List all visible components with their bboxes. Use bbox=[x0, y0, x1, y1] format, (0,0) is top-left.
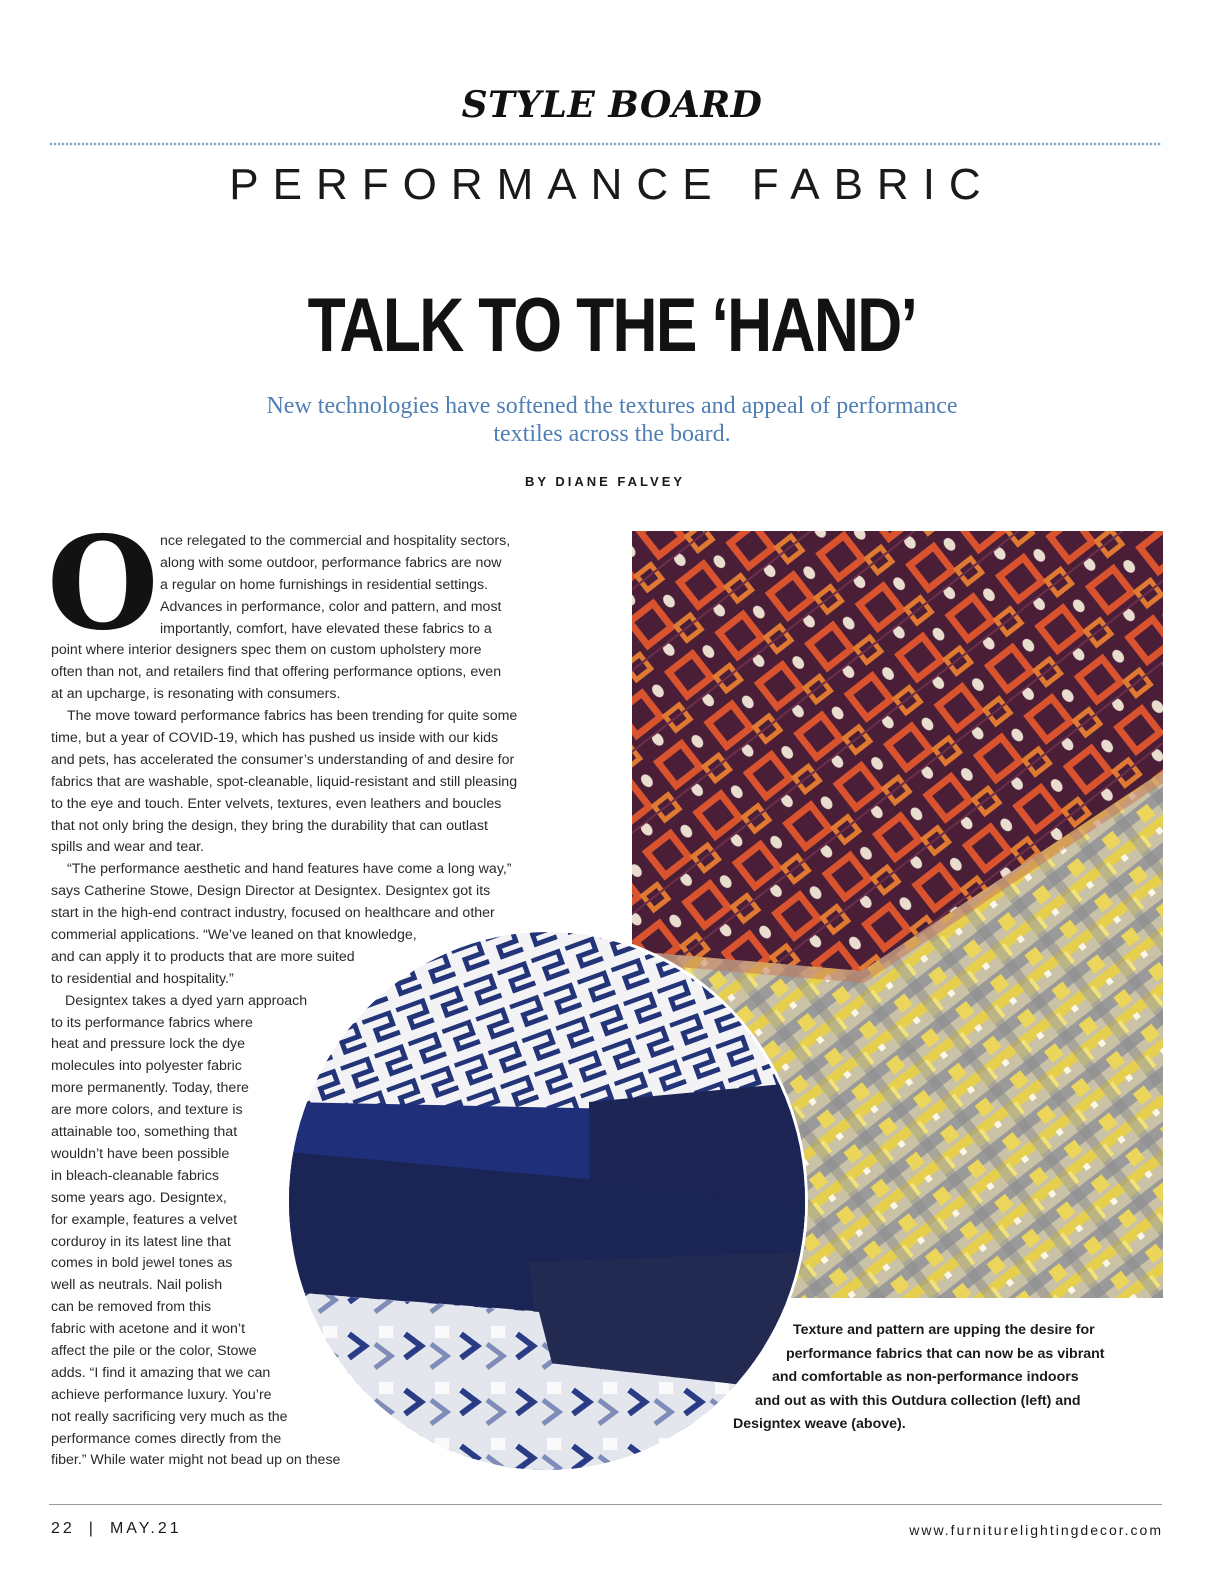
body-line: well as neutrals. Nail polish bbox=[51, 1277, 223, 1294]
body-line: attainable too, something that bbox=[51, 1124, 238, 1141]
body-line: often than not, and retailers find that offering performance options, even bbox=[51, 664, 502, 681]
issue-date: MAY.21 bbox=[109, 1520, 182, 1537]
body-line: some years ago. Designtex, bbox=[51, 1189, 227, 1206]
body-line: fabric with acetone and it won’t bbox=[51, 1321, 246, 1338]
body-line: a regular on home furnishings in residential settings. bbox=[160, 576, 489, 593]
body-line: start in the high-end contract industry, focused on healthcare and other bbox=[51, 905, 495, 922]
body-line: adds. “I find it amazing that we can bbox=[51, 1364, 271, 1381]
body-line: Advances in performance, color and pattern, and most bbox=[160, 598, 502, 615]
body-line: and pets, has accelerated the consumer’s understanding of and desire for bbox=[51, 751, 515, 768]
photo-caption bbox=[720, 1319, 1140, 1437]
body-line: can be removed from this bbox=[51, 1299, 212, 1316]
page-number: 22 bbox=[51, 1520, 75, 1537]
body-line: says Catherine Stowe, Design Director at Designtex. Designtex got its bbox=[51, 883, 491, 900]
body-line: fiber.” While water might not bead up on these bbox=[51, 1452, 341, 1469]
section-label: STYLE BOARD bbox=[461, 84, 763, 126]
caption-line: Texture and pattern are upping the desire for bbox=[793, 1322, 1095, 1338]
body-line: for example, features a velvet bbox=[51, 1211, 238, 1228]
body-line: importantly, comfort, have elevated these fabrics to a bbox=[160, 620, 492, 637]
body-line: to its performance fabrics where bbox=[51, 1014, 253, 1031]
byline: BY DIANE FALVEY bbox=[524, 474, 686, 489]
body-line: comes in bold jewel tones as bbox=[51, 1255, 233, 1272]
article-dek: New technologies have softened the textures and appeal of performance textiles across the board. bbox=[266, 393, 958, 447]
folio bbox=[51, 1520, 182, 1538]
body-line: corduroy in its latest line that bbox=[51, 1233, 231, 1250]
body-line: spills and wear and tear. bbox=[51, 839, 204, 856]
body-line: Designtex takes a dyed yarn approach bbox=[65, 992, 308, 1009]
body-line: at an upcharge, is resonating with consumers. bbox=[51, 686, 341, 703]
body-line: affect the pile or the color, Stowe bbox=[51, 1342, 257, 1359]
body-line: time, but a year of COVID-19, which has pushed us inside with our kids bbox=[51, 730, 499, 747]
body-line: achieve performance luxury. You’re bbox=[51, 1386, 272, 1403]
body-line: in bleach-cleanable fabrics bbox=[51, 1167, 219, 1184]
article-headline: TALK TO THE ‘HAND’ bbox=[307, 283, 917, 368]
body-line: “The performance aesthetic and hand features have come a long way,” bbox=[67, 861, 512, 878]
website-url[interactable]: www.furniturelightingdecor.com bbox=[909, 1522, 1163, 1538]
body-line: nce relegated to the commercial and hospitality sectors, bbox=[160, 533, 511, 549]
topic-heading: PERFORMANCE FABRIC bbox=[229, 160, 995, 209]
body-line: heat and pressure lock the dye bbox=[51, 1036, 246, 1053]
body-line: along with some outdoor, performance fabrics are now bbox=[160, 554, 502, 571]
drop-cap: O bbox=[47, 509, 159, 659]
body-line: that not only bring the design, they bring the durability that can outlast bbox=[51, 817, 488, 834]
caption-line: and comfortable as non-performance indoors bbox=[772, 1369, 1079, 1385]
body-line: point where interior designers spec them on custom upholstery more bbox=[51, 642, 482, 659]
body-line: are more colors, and texture is bbox=[51, 1102, 243, 1119]
dotted-divider bbox=[49, 141, 1162, 147]
body-line: more permanently. Today, there bbox=[51, 1080, 249, 1097]
article-body bbox=[51, 531, 591, 1472]
body-line: performance comes directly from the bbox=[51, 1430, 282, 1447]
body-line: molecules into polyester fabric bbox=[51, 1058, 242, 1075]
caption-line: performance fabrics that can now be as vibrant bbox=[786, 1345, 1105, 1362]
body-line: and can apply it to products that are more suited bbox=[51, 948, 355, 965]
body-line: wouldn’t have been possible bbox=[51, 1145, 230, 1162]
folio-separator: | bbox=[88, 1520, 96, 1537]
footer-divider bbox=[49, 1504, 1162, 1505]
body-line: not really sacrificing very much as the bbox=[51, 1408, 288, 1425]
body-line: to residential and hospitality.” bbox=[51, 970, 234, 987]
body-line: fabrics that are washable, spot-cleanable, liquid-resistant and still pleasing bbox=[51, 773, 518, 790]
body-line: to the eye and touch. Enter velvets, textures, even leathers and boucles bbox=[51, 795, 502, 812]
caption-line: Designtex weave (above). bbox=[733, 1416, 906, 1432]
caption-line: and out as with this Outdura collection (left) and bbox=[755, 1392, 1081, 1409]
body-line: commerial applications. “We’ve leaned on that knowledge, bbox=[51, 927, 417, 944]
body-line: The move toward performance fabrics has been trending for quite some bbox=[67, 708, 518, 725]
